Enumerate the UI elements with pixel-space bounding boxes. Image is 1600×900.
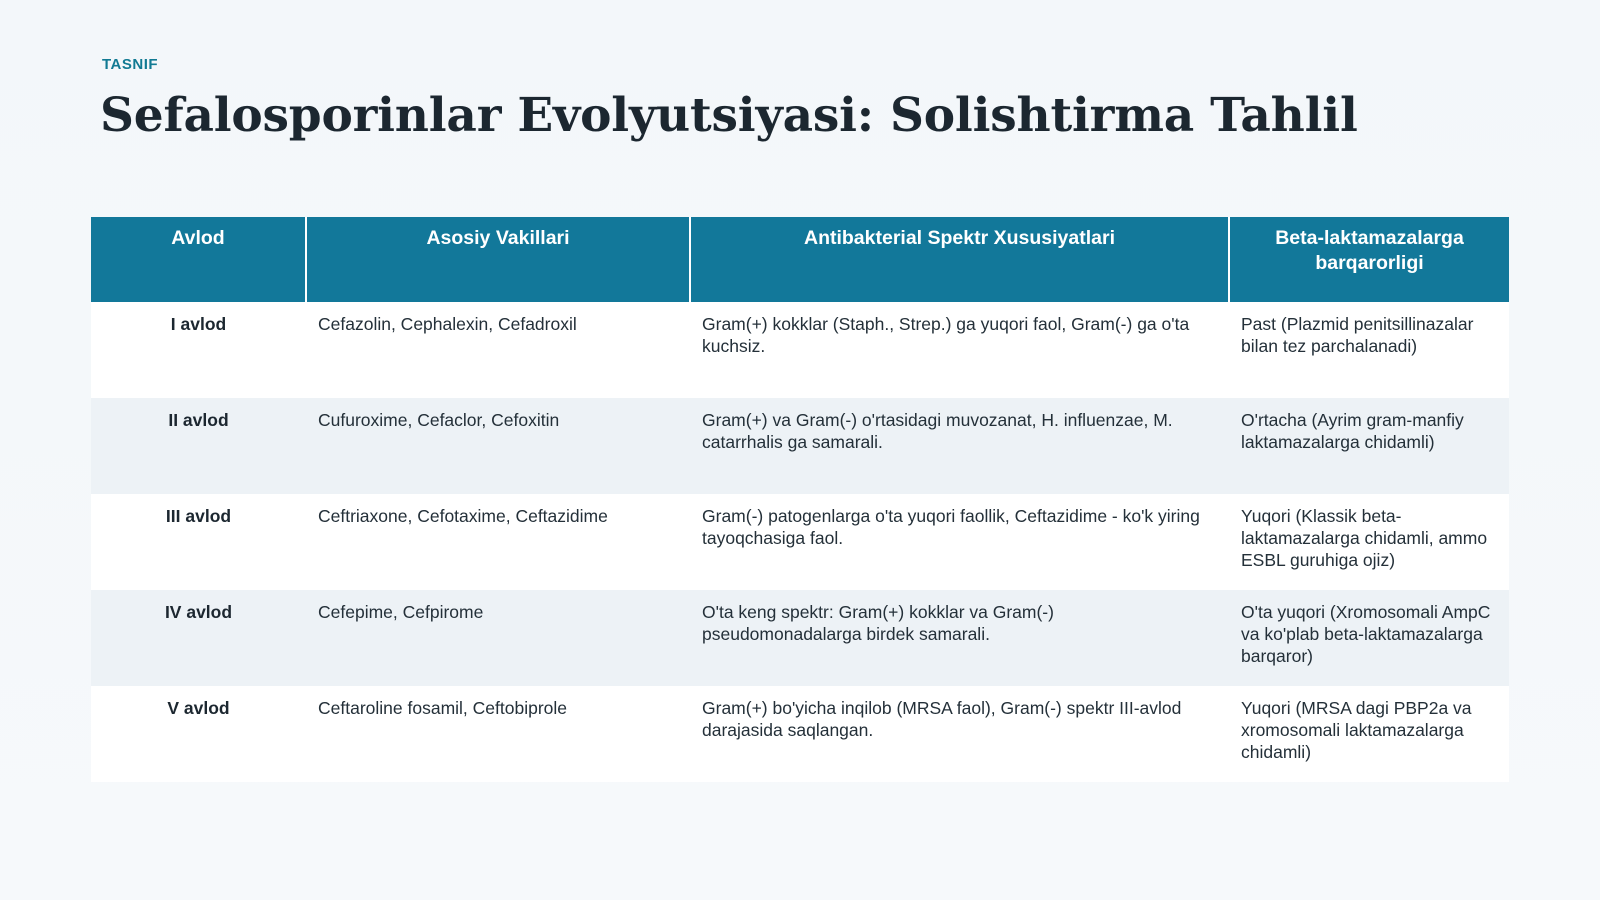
generation-cell: V avlod bbox=[91, 686, 306, 782]
generation-cell: IV avlod bbox=[91, 590, 306, 686]
table-row bbox=[91, 590, 1509, 686]
stability-cell: O'ta yuqori (Xromosomali AmpC va ko'plab beta-laktamazalarga barqaror) bbox=[1229, 590, 1509, 686]
spectrum-cell: Gram(+) bo'yicha inqilob (MRSA faol), Gram(-) spektr III-avlod darajasida saqlangan. bbox=[690, 686, 1229, 782]
representatives-cell: Ceftaroline fosamil, Ceftobiprole bbox=[306, 686, 690, 782]
column-header-spectrum: Antibakterial Spektr Xususiyatlari bbox=[690, 217, 1229, 302]
section-eyebrow: TASNIF bbox=[102, 56, 159, 73]
page-title: Sefalosporinlar Evolyutsiyasi: Solishtirma Tahlil bbox=[100, 88, 1358, 143]
spectrum-cell: O'ta keng spektr: Gram(+) kokklar va Gram(-) pseudomonadalarga birdek samarali. bbox=[690, 590, 1229, 686]
column-header-stability: Beta-laktamazalarga barqarorligi bbox=[1229, 217, 1509, 302]
column-header-representatives: Asosiy Vakillari bbox=[306, 217, 690, 302]
generation-cell: III avlod bbox=[91, 494, 306, 590]
generation-cell: II avlod bbox=[91, 398, 306, 494]
table-row bbox=[91, 302, 1509, 398]
table-row bbox=[91, 686, 1509, 782]
stability-cell: Past (Plazmid penitsillinazalar bilan tez parchalanadi) bbox=[1229, 302, 1509, 398]
table-body bbox=[91, 302, 1509, 782]
comparison-table-container bbox=[91, 217, 1509, 782]
representatives-cell: Cufuroxime, Cefaclor, Cefoxitin bbox=[306, 398, 690, 494]
spectrum-cell: Gram(+) va Gram(-) o'rtasidagi muvozanat, H. influenzae, M. catarrhalis ga samarali. bbox=[690, 398, 1229, 494]
table-row bbox=[91, 494, 1509, 590]
spectrum-cell: Gram(-) patogenlarga o'ta yuqori faollik, Ceftazidime - ko'k yiring tayoqchasiga faol. bbox=[690, 494, 1229, 590]
representatives-cell: Cefepime, Cefpirome bbox=[306, 590, 690, 686]
representatives-cell: Ceftriaxone, Cefotaxime, Ceftazidime bbox=[306, 494, 690, 590]
generation-cell: I avlod bbox=[91, 302, 306, 398]
stability-cell: Yuqori (Klassik beta-laktamazalarga chidamli, ammo ESBL guruhiga ojiz) bbox=[1229, 494, 1509, 590]
column-header-generation: Avlod bbox=[91, 217, 306, 302]
stability-cell: Yuqori (MRSA dagi PBP2a va xromosomali laktamazalarga chidamli) bbox=[1229, 686, 1509, 782]
representatives-cell: Cefazolin, Cephalexin, Cefadroxil bbox=[306, 302, 690, 398]
table-header-row bbox=[91, 217, 1509, 302]
comparison-table bbox=[91, 217, 1509, 782]
spectrum-cell: Gram(+) kokklar (Staph., Strep.) ga yuqori faol, Gram(-) ga o'ta kuchsiz. bbox=[690, 302, 1229, 398]
stability-cell: O'rtacha (Ayrim gram-manfiy laktamazalarga chidamli) bbox=[1229, 398, 1509, 494]
table-header bbox=[91, 217, 1509, 302]
table-row bbox=[91, 398, 1509, 494]
